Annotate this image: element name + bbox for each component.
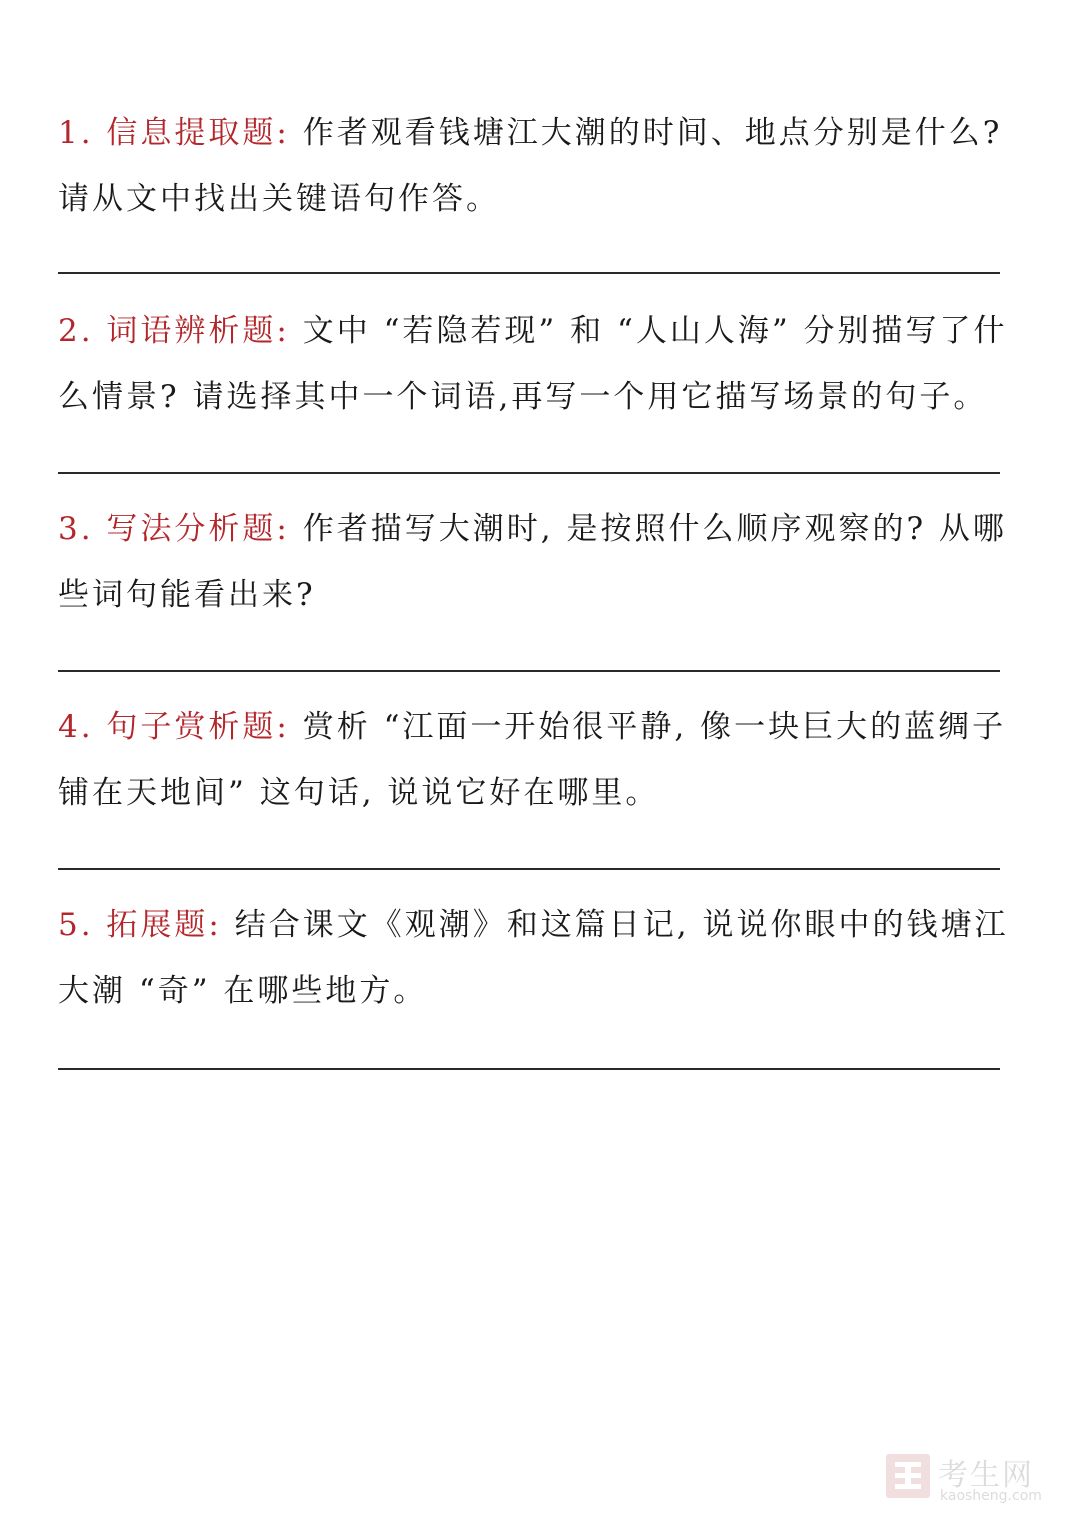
answer-line-5[interactable]: [58, 1068, 1000, 1070]
question-4-text: 赏析 “江面一开始很平静, 像一块巨大的蓝绸子铺在天地间” 这句话, 说说它好在哪里。: [58, 709, 1007, 811]
question-4: [58, 694, 1018, 826]
answer-line-1[interactable]: [58, 272, 1000, 274]
question-5-label: 5. 拓展题:: [58, 907, 235, 943]
answer-line-2[interactable]: [58, 472, 1000, 474]
question-3: [58, 496, 1018, 628]
answer-line-4[interactable]: [58, 868, 1000, 870]
answer-line-3[interactable]: [58, 670, 1000, 672]
question-3-text: 作者描写大潮时, 是按照什么顺序观察的? 从哪些词句能看出来?: [58, 511, 1007, 613]
question-5: [58, 892, 1018, 1024]
question-4-label: 4. 句子赏析题:: [58, 709, 303, 745]
kaosheng-logo-icon: [886, 1454, 930, 1498]
question-1: [58, 100, 1018, 232]
question-1-label: 1. 信息提取题:: [58, 115, 303, 151]
watermark: [886, 1450, 1056, 1510]
question-3-label: 3. 写法分析题:: [58, 511, 303, 547]
question-5-text: 结合课文《观潮》和这篇日记, 说说你眼中的钱塘江大潮 “奇” 在哪些地方。: [58, 907, 1009, 1009]
question-2-text: 文中 “若隐若现” 和 “人山人海” 分别描写了什么情景? 请选择其中一个词语,再写一个用它描写场景的句子。: [58, 313, 1008, 415]
question-2: [58, 298, 1018, 430]
watermark-name: 考生网: [938, 1458, 1034, 1493]
question-2-label: 2. 词语辨析题:: [58, 313, 303, 349]
watermark-url: kaosheng.com: [940, 1488, 1042, 1504]
question-1-text: 作者观看钱塘江大潮的时间、地点分别是什么? 请从文中找出关键语句作答。: [58, 115, 1003, 217]
